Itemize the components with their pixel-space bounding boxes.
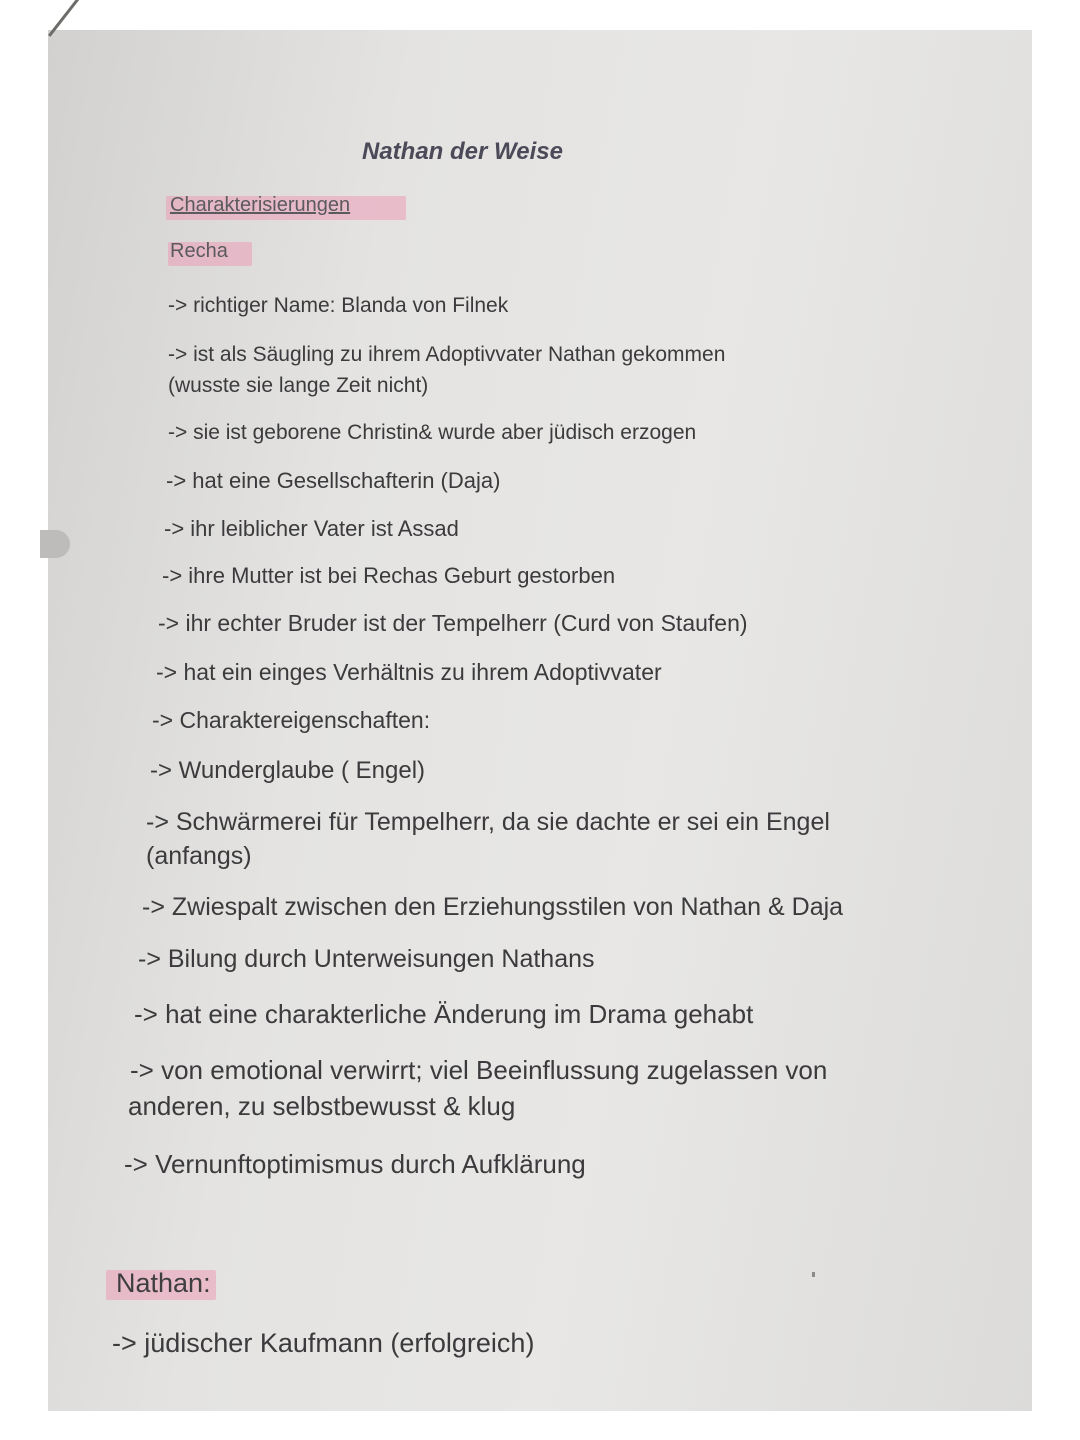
nathan-point: -> jüdischer Kaufmann (erfolgreich)	[112, 1328, 535, 1358]
recha-point: -> Vernunftoptimismus durch Aufklärung	[124, 1149, 586, 1179]
nathan-heading: Nathan:	[116, 1268, 211, 1298]
speck-mark	[812, 1272, 815, 1277]
section-heading: Charakterisierungen	[170, 194, 351, 216]
recha-point: -> ist als Säugling zu ihrem Adoptivvater Nathan gekommen	[168, 343, 726, 366]
recha-point: -> hat eine Gesellschafterin (Daja)	[166, 468, 501, 493]
recha-point: (anfangs)	[146, 842, 252, 870]
recha-point: -> hat ein einges Verhältnis zu ihrem Adoptivvater	[156, 659, 662, 685]
recha-point: -> Bilung durch Unterweisungen Nathans	[138, 945, 595, 973]
recha-point: -> hat eine charakterliche Änderung im Drama gehabt	[134, 999, 754, 1029]
binder-clip	[40, 530, 70, 558]
recha-heading: Recha	[170, 240, 228, 262]
recha-point: anderen, zu selbstbewusst & klug	[128, 1091, 516, 1121]
recha-point: -> Zwiespalt zwischen den Erziehungsstilen von Nathan & Daja	[142, 893, 844, 921]
recha-point: -> Charaktereigenschaften:	[152, 707, 431, 733]
recha-point: (wusste sie lange Zeit nicht)	[168, 374, 429, 397]
recha-point: -> Schwärmerei für Tempelherr, da sie dachte er sei ein Engel	[146, 808, 830, 836]
document-title: Nathan der Weise	[362, 138, 563, 165]
recha-point: -> sie ist geborene Christin& wurde aber jüdisch erzogen	[168, 421, 697, 444]
recha-point: -> richtiger Name: Blanda von Filnek	[168, 294, 509, 317]
recha-point: -> ihr echter Bruder ist der Tempelherr (Curd von Staufen)	[158, 610, 748, 636]
recha-point: -> von emotional verwirrt; viel Beeinflussung zugelassen von	[130, 1055, 828, 1085]
recha-point: -> ihre Mutter ist bei Rechas Geburt gestorben	[162, 563, 616, 588]
recha-point: -> ihr leiblicher Vater ist Assad	[164, 516, 459, 541]
recha-point: -> Wunderglaube ( Engel)	[150, 757, 426, 784]
